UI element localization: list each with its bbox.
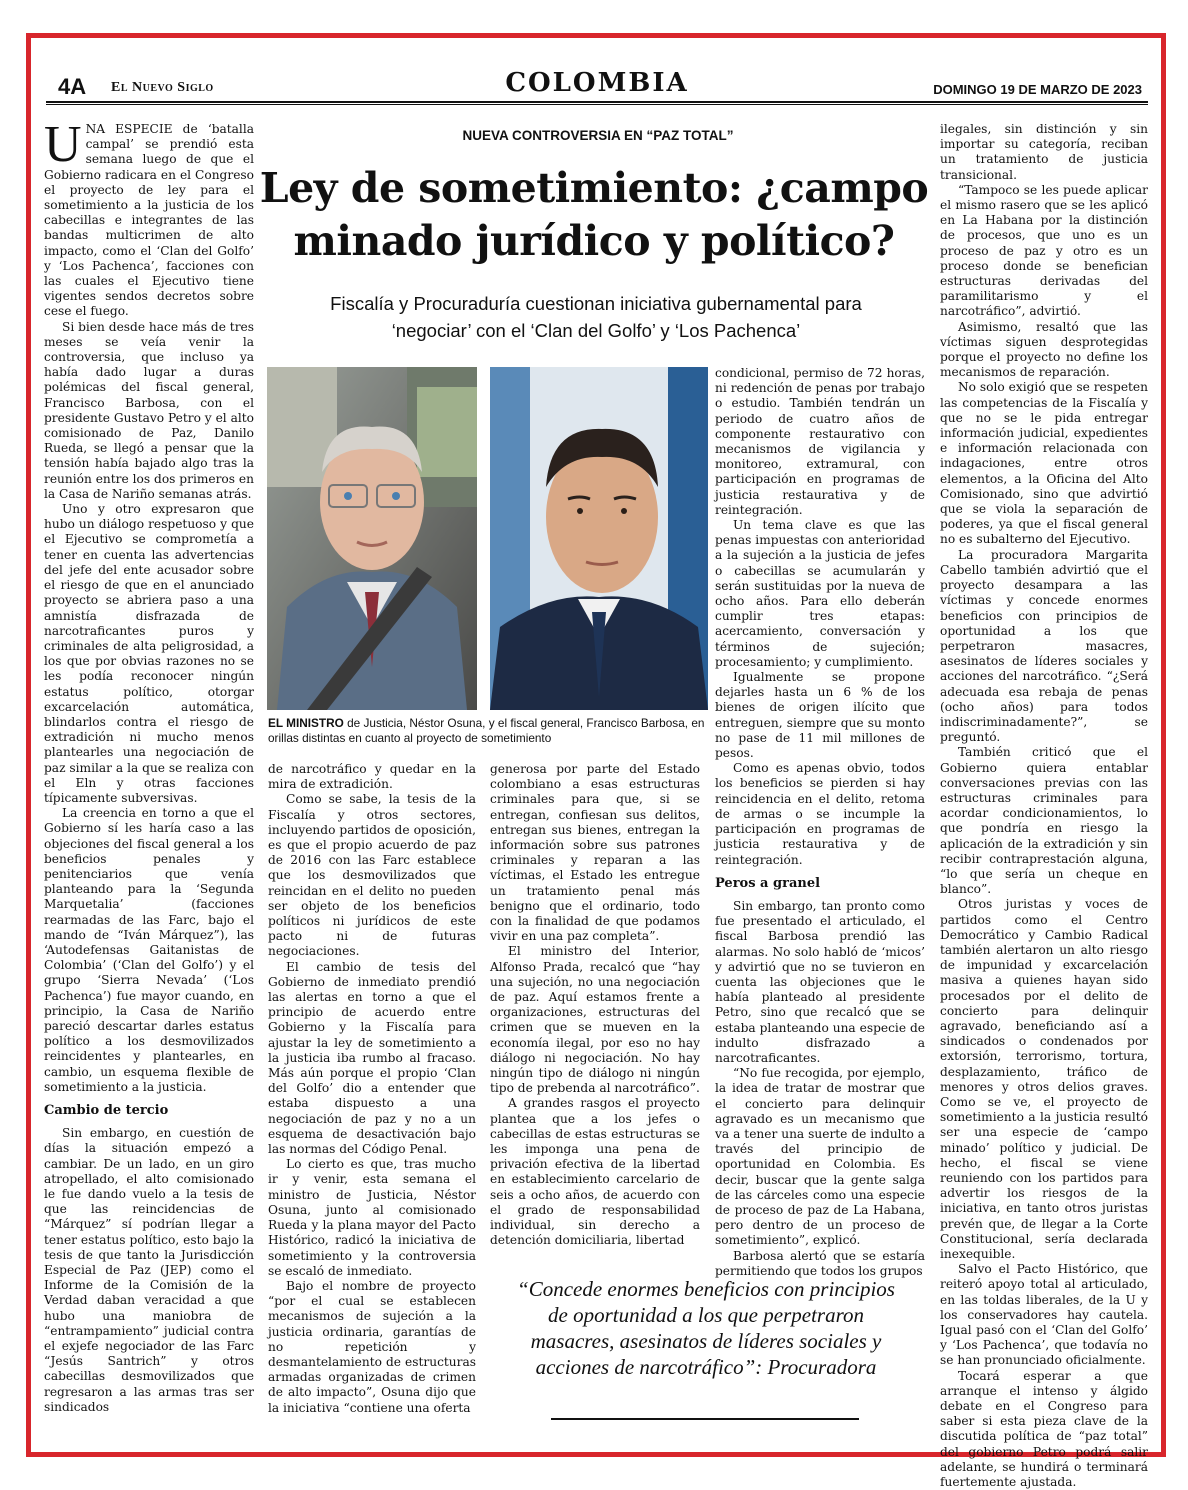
article-column-5 [940, 122, 1148, 1490]
paragraph: Lo cierto es que, tras mucho ir y venir, esta semana el ministro de Justicia, Néstor Osuna, junto al comisionado Rueda y la plana mayor del Pacto Histórico, radicó la iniciativa de sometimiento y la controversia se escaló de inmediato. [268, 1157, 476, 1278]
paragraph: “Tampoco se les puede aplicar el mismo rasero que se les aplicó en La Habana por la distinción de procesos, que uno es un proceso de paz y otro es un proceso donde se benefician estructuras derivadas del paramilitarismo y el narcotráfico”, advirtió. [940, 182, 1148, 319]
issue-date: DOMINGO 19 DE MARZO DE 2023 [933, 82, 1142, 97]
paragraph: de narcotráfico y quedar en la mira de extradición. [268, 762, 476, 792]
pull-quote: “Concede enormes beneficios con principios de oportunidad a los que perpetraron masacres, asesinatos de líderes sociales y acciones de narcotráfico”: Procuradora [517, 1277, 895, 1379]
paragraph: ilegales, sin distinción y sin importar su categoría, reciban un tratamiento de justicia transicional. [940, 122, 1148, 182]
paragraph: La procuradora Margarita Cabello también advirtió que el proyecto desampara a las víctimas y concede enormes beneficios con principios de oportunidad a los que perpetraron masacres, asesinatos de líderes sociales y acciones del narcotráfico. “¿Será adecuada esa rebaja de penas (ocho años) para todos indiscriminadamente?”, se preguntó. [940, 547, 1148, 745]
page-number: 4A [58, 74, 87, 99]
paragraph: Igualmente se propone dejarles hasta un 6 % de los bienes de origen ilícito que entreguen, siempre que su monto no pase de 11 mil millones de pesos. [715, 670, 925, 761]
paragraph: Un tema clave es que las penas impuestas con anterioridad a la sujeción a la justicia de jefes o cabecillas se acumularán y serán sustituidas por la nueva de ocho años. Para ello deberán cumplir tres etapas: acercamiento, conversación y términos de sujeción; procesamiento; y cumplimiento. [715, 518, 925, 669]
headline [256, 162, 932, 268]
paragraph: “No fue recogida, por ejemplo, la idea de tratar de mostrar que el concierto para delinquir agravado es un mecanismo que va a tener una suerte de indulto a través del principio de oportunidad en Colombia. Es decir, buscar que la gente salga de las cárceles como una especie de proceso de paz de La Habana, pero dentro de un proceso de sometimiento”, explicó. [715, 1066, 925, 1248]
paragraph: Como es apenas obvio, todos los beneficios se pierden si hay reincidencia en el delito, retoma de armas o se incumple la participación en programas de justicia restaurativa y de reintegración. [715, 761, 925, 867]
article-column-1 [44, 116, 254, 1415]
pull-quote-rule [551, 1418, 859, 1420]
paragraph: El ministro del Interior, Alfonso Prada, recalcó que “hay una sujeción, no una negociación de paz. Aquí estamos frente a organizaciones, estructuras del crimen que se mueven en la economía ilegal, por eso no hay diálogo ni negociación. No hay ningún tipo de diálogo ni ningún tipo de prebenda al narcotráfico”. [490, 944, 700, 1096]
paragraph: También criticó que el Gobierno quiera entablar conversaciones previas con las estructuras criminales para acordar condicionamientos, lo que pondría en riesgo la aplicación de la extradición y sin recibir contraprestación alguna, “lo que sería un cheque en blanco”. [940, 745, 1148, 897]
deck-line: ‘negociar’ con el ‘Clan del Golfo’ y ‘Los Pachenca’ [391, 320, 801, 341]
paragraph: Tocará esperar a que arranque el intenso y álgido debate en el Congreso para saber si esta pieza clave de la discutida política de “paz total” del gobierno Petro podrá salir adelante, se hundirá o terminará fuertemente ajustada. [940, 1368, 1148, 1490]
deck [262, 290, 930, 344]
kicker: NUEVA CONTROVERSIA EN “PAZ TOTAL” [462, 128, 734, 143]
paragraph: La creencia en torno a que el Gobierno sí les haría caso a las objeciones del fiscal general a los beneficios penales y penitenciarios que venía planteando para la ‘Segunda Marquetalia’ (facciones rearmadas de las Farc, bajo el mando de “Iván Márquez”), las ‘Autodefensas Gaitanistas de Colombia’ (‘Clan del Golfo’) y el grupo ‘Sierra Nevada’ (‘Los Pachenca’) fue mayor cuando, en principio, la Casa de Nariño pareció descartar darles estatus político a los desmovilizados reincidentes y plantearles, en cambio, un esquema flexible de sometimiento a la justicia. [44, 806, 254, 1094]
paragraph: A grandes rasgos el proyecto plantea que a los jefes o cabecillas de estas estructuras se les imponga una pena de privación efectiva de la libertad en establecimiento carcelario de seis a ocho años, de acuerdo con el grado de responsabilidad individual, sin derecho a detención domiciliaria, libertad [490, 1096, 700, 1248]
paragraph: Barbosa alertó que se estaría permitiendo que todos los grupos [715, 1248, 925, 1278]
section-title: COLOMBIA [505, 68, 689, 98]
paragraph: Sin embargo, tan pronto como fue presentado el articulado, el fiscal Barbosa prendió las alarmas. No solo habló de ‘micos’ y advirtió que no se tuvieron en cuenta las objeciones que le había planteado al presidente Petro, sino que recalcó que se estaba planteando una especie de indulto disfrazado a narcotraficantes. [715, 898, 925, 1065]
caption-lead: EL MINISTRO [268, 716, 344, 730]
paragraph: Otros juristas y voces de partidos como el Centro Democrático y Cambio Radical también alertaron un alto riesgo de impunidad y excarcelación masiva a quienes hayan sido procesados por el delito de concierto para delinquir agravado, beneficiando así a sindicados o condenados por extorsión, terrorismo, tortura, desplazamiento, tráfico de menores y otros delios graves. Como se ve, el proyecto de sometimiento a la justicia resultó ser una especie de ‘campo minado’ político y judicial. De hecho, el fiscal se viene reuniendo con los partidos para advertir los riesgos de la iniciativa, en tanto otros juristas prevén que, de llegar a la Corte Constitucional, sería declarada inexequible. [940, 897, 1148, 1262]
drop-cap: U [44, 116, 82, 173]
header-rule [46, 101, 1148, 103]
paragraph: Bajo el nombre de proyecto “por el cual se establecen mecanismos de sujeción a la justicia ordinaria, garantías de no repetición y desmantelamiento de estructuras armadas organizadas de crimen de alto impacto”, Osuna dijo que la iniciativa “contiene una oferta [268, 1278, 476, 1415]
header-rule-thin [46, 104, 1148, 105]
lead-paragraph: UNA ESPECIE de ‘batalla campal’ se prendió esta semana luego de que el Gobierno radicara en el Congreso el proyecto de ley para el sometimiento a la justicia de los cabecillas e integrantes de las bandas multicrimen de alto impacto, como el ‘Clan del Golfo’ y ‘Los Pachenca’, facciones con las cuales el Ejecutivo tiene vigentes sendos decretos sobre cese el fuego. [44, 116, 254, 319]
paragraph: Sin embargo, en cuestión de días la situación empezó a cambiar. De un lado, en un giro atropellado, el alto comisionado le fue dando vuelo a la tesis de que las reincidencias de “Márquez” sí podrían llegar a tener estatus político, esto bajo la tesis de que tanto la Jurisdicción Especial de Paz (JEP) como el Informe de la Comisión de la Verdad daban veracidad a que hubo una maniobra de “entrampamiento” judicial contra el exjefe negociador de las Farc “Jesús Santrich” y otros cabecillas desmovilizados que regresaron a las armas tras ser sindicados [44, 1126, 254, 1414]
deck-line: Fiscalía y Procuraduría cuestionan iniciativa gubernamental para [330, 293, 862, 314]
page-header [46, 68, 1148, 102]
subheading: Cambio de tercio [44, 1103, 169, 1118]
article-column-2 [268, 762, 476, 1416]
photo-caption [268, 716, 708, 746]
paragraph: condicional, permiso de 72 horas, ni redención de penas por trabajo o estudio. También tendrán un periodo de cuatro años de componente restaurativo con mecanismos de vigilancia y monitoreo, extramural, con participación en programas de justicia restaurativa y de reintegración. [715, 366, 925, 517]
article-column-4 [715, 366, 925, 1279]
headline-line: minado jurídico y político? [293, 217, 895, 265]
paragraph: Uno y otro expresaron que hubo un diálogo respetuoso y que el Ejecutivo se comprometía a tener en cuenta las advertencias del jefe del ente acusador sobre el riesgo de que en el anunciado proyecto se abriera paso a una amnistía disfrazada de narcotraficantes puros y criminales de alta peligrosidad, a los que por obvias razones no se les podía reconocer ningún estatus político, otorgar excarcelación automática, blindarlos contra el riesgo de extradición ni mucho menos plantearles una negociación de paz similar a la que se realiza con el Eln y otras facciones típicamente subversivas. [44, 502, 254, 805]
caption-text: de Justicia, Néstor Osuna, y el fiscal general, Francisco Barbosa, en orillas distintas en cuanto al proyecto de sometimiento [268, 716, 705, 745]
photo-minister-osuna [267, 367, 477, 710]
paragraph: Como se sabe, la tesis de la Fiscalía y otros sectores, incluyendo partidos de oposición, es que el propio acuerdo de paz de 2016 con las Farc establece que los desmovilizados que reincidan en el delito no pueden ser objeto de los beneficios políticos ni jurídicos de este pacto ni de futuras negociaciones. [268, 792, 476, 959]
paragraph: Si bien desde hace más de tres meses se veía venir la controversia, que incluso ya había dado lugar a duras polémicas del fiscal general, Francisco Barbosa, con el presidente Gustavo Petro y el alto comisionado de Paz, Danilo Rueda, se llegó a pensar que la tensión había bajado algo tras la reunión entre los dos primeros en la Casa de Nariño semanas atrás. [44, 319, 254, 501]
paragraph: No solo exigió que se respeten las competencias de la Fiscalía y que no se le pida entregar información judicial, expedientes e información relacionada con indagaciones, entre otros elementos, a la Oficina del Alto Comisionado, sino que advirtió que se viola la separación de poderes, ya que el fiscal general no es subalterno del Ejecutivo. [940, 380, 1148, 547]
headline-line: Ley de sometimiento: ¿campo [259, 164, 929, 212]
article-column-3 [490, 762, 700, 1249]
paragraph: generosa por parte del Estado colombiano a esas estructuras criminales para que, si se entregan, confiesan sus delitos, entregan sus bienes, entregan la información sobre sus patrones criminales y reparan a las víctimas, el Estado les entregue un tratamiento penal más benigno que el ordinario, todo con la finalidad de que podamos vivir en una paz completa”. [490, 762, 700, 944]
newspaper-name: El Nuevo Siglo [111, 80, 214, 95]
paragraph: Salvo el Pacto Histórico, que reiteró apoyo total al articulado, en las toldas liberales, de la U y los conservadores hay cautela. Igual pasó con el ‘Clan del Golfo’ y ‘Los Pachenca’, que todavía no se han pronunciado oficialmente. [940, 1262, 1148, 1368]
paragraph: El cambio de tesis del Gobierno de inmediato prendió las alertas en torno a que el principio de acuerdo entre Gobierno y la Fiscalía para ajustar la ley de sometimiento a la justicia iba rumbo al fracaso. Más aún porque el propio ‘Clan del Golfo’ dio a entender que estaba dispuesto a una negociación de paz y no a un esquema de desactivación bajo las normas del Código Penal. [268, 959, 476, 1157]
photo-fiscal-barbosa [490, 367, 708, 710]
subheading: Peros a granel [715, 875, 821, 891]
paragraph: Asimismo, resaltó que las víctimas siguen desprotegidas porque el proyecto no define los mecanismos de reparación. [940, 319, 1148, 380]
